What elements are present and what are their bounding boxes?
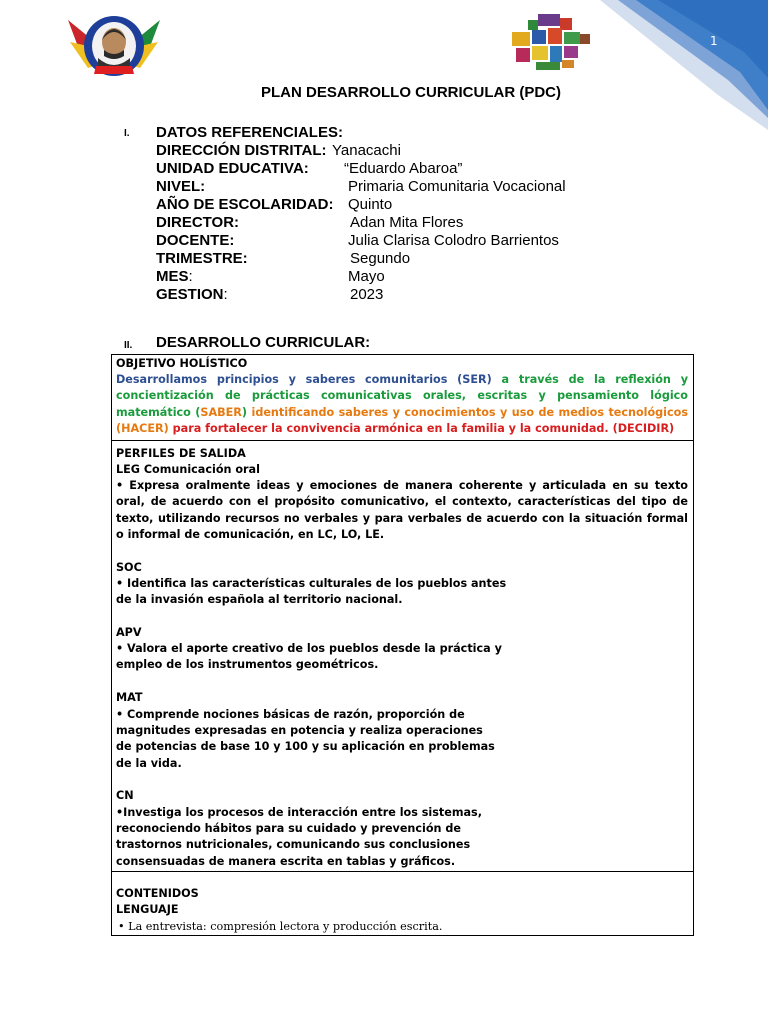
leg-heading: LEG Comunicación oral [116, 463, 260, 476]
section-1-number: I. [124, 128, 130, 139]
section-2-title: DESARROLLO CURRICULAR: [156, 334, 371, 351]
contenidos-item: • La entrevista: compresión lectora y producción escrita. [118, 920, 443, 933]
field-label-nivel: NIVEL: [156, 178, 206, 195]
mat-line-1: • Comprende nociones básicas de razón, proporción de [116, 708, 465, 721]
field-value-unidad: “Eduardo Abaroa” [344, 160, 463, 177]
cn-line-1: •Investiga los procesos de interacción entre los sistemas, [116, 806, 482, 819]
mat-heading: MAT [116, 691, 143, 704]
cn-line-2: reconociendo hábitos para su cuidado y prevención de [116, 822, 461, 835]
objetivo-heading: OBJETIVO HOLÍSTICO [116, 357, 248, 370]
mat-line-3: de potencias de base 10 y 100 y su aplicación en problemas [116, 740, 495, 753]
field-label-gestion: GESTION: [156, 286, 228, 303]
cn-heading: CN [116, 789, 134, 802]
school-logo [66, 12, 162, 78]
field-value-mes: Mayo [348, 268, 385, 285]
cn-line-3: trastornos nutricionales, comunicando sus conclusiones [116, 838, 471, 851]
document-title: PLAN DESARROLLO CURRICULAR (PDC) [261, 84, 561, 101]
field-label-direccion: DIRECCIÓN DISTRITAL: [156, 142, 327, 159]
leg-text: • Expresa oralmente ideas y emociones de manera coherente y articulada en su texto oral, de acuerdo con el propósito comunicativo, el contexto, características del tipo de texto, utilizando recursos no verbales y para verbales de acuerdo con la situación formal o informal de comunicación, en LC, LO, LE. [116, 479, 688, 541]
soc-line-1: • Identifica las características culturales de los pueblos antes [116, 577, 507, 590]
field-label-unidad: UNIDAD EDUCATIVA: [156, 160, 309, 177]
apv-line-2: empleo de los instrumentos geométricos. [116, 658, 379, 671]
perfiles-heading: PERFILES DE SALIDA [116, 447, 246, 460]
field-label-docente: DOCENTE: [156, 232, 235, 249]
mat-line-2: magnitudes expresadas en potencia y realiza operaciones [116, 724, 483, 737]
contenidos-heading: CONTENIDOS [116, 887, 199, 900]
field-value-direccion: Yanacachi [332, 142, 401, 159]
field-value-docente: Julia Clarisa Colodro Barrientos [348, 232, 559, 249]
field-value-trimestre: Segundo [350, 250, 411, 267]
field-label-mes: MES: [156, 268, 193, 285]
soc-line-2: de la invasión española al territorio nacional. [116, 593, 403, 606]
ministry-logo [506, 12, 592, 72]
section-2-number: II. [124, 340, 133, 351]
mat-line-4: de la vida. [116, 757, 182, 770]
objetivo-text: Desarrollamos principios y saberes comunitarios (SER) a través de la reflexión y concientización de prácticas comunicativas orales, escritas y pensamiento lógico matemático (SABER) identificando saberes y conocimientos y uso de medios tecnológicos (HACER) para fortalecer la convivencia armónica en la familia y la comunidad. (DECIDIR) [116, 373, 688, 435]
field-value-gestion: 2023 [350, 286, 384, 303]
page-number: 1 [710, 34, 718, 48]
field-label-trimestre: TRIMESTRE: [156, 250, 248, 267]
field-label-director: DIRECTOR: [156, 214, 240, 231]
apv-line-1: • Valora el aporte creativo de los pueblos desde la práctica y [116, 642, 502, 655]
field-value-ano: Quinto [348, 196, 393, 213]
field-label-ano: AÑO DE ESCOLARIDAD: [156, 196, 334, 213]
apv-heading: APV [116, 626, 142, 639]
section-1-title: DATOS REFERENCIALES: [156, 124, 343, 141]
contenidos-subheading: LENGUAJE [116, 903, 179, 916]
field-value-nivel: Primaria Comunitaria Vocacional [348, 178, 566, 195]
field-value-director: Adan Mita Flores [350, 214, 464, 231]
soc-heading: SOC [116, 561, 142, 574]
cn-line-4: consensuadas de manera escrita en tablas y gráficos. [116, 855, 456, 868]
